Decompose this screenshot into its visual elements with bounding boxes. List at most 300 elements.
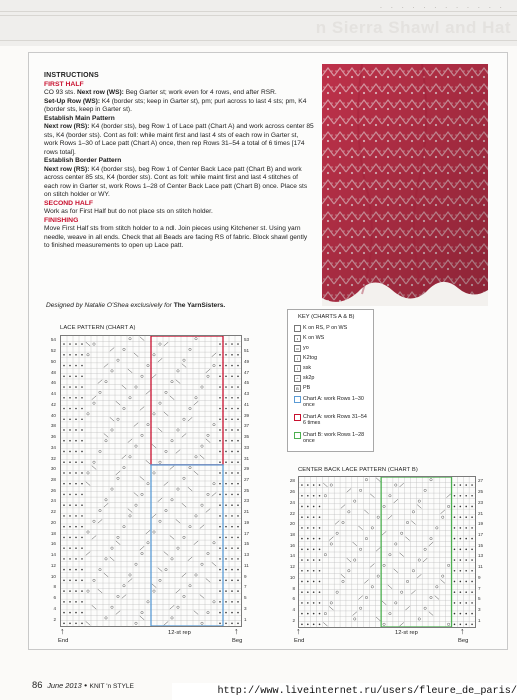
stitch-symbol <box>411 590 415 594</box>
stitch-symbol <box>237 440 239 442</box>
sk2p-symbol: ^ <box>294 375 301 382</box>
stitch-symbol <box>237 547 239 549</box>
stitch-symbol <box>460 581 462 583</box>
stitch-symbol <box>225 397 227 399</box>
row-number: 49 <box>244 358 250 364</box>
stitch-symbol <box>301 516 303 518</box>
stitch-symbol <box>371 586 373 588</box>
stitch-symbol <box>225 483 227 485</box>
stitch-symbol <box>231 504 233 506</box>
stitch-symbol <box>429 542 433 546</box>
stitch-symbol <box>69 386 71 388</box>
stitch-symbol <box>116 541 120 545</box>
stitch-symbol <box>231 451 233 453</box>
stitch-symbol <box>319 581 321 583</box>
stitch-symbol <box>441 580 445 584</box>
chart-b-row-numbers-right <box>478 476 492 626</box>
main-pattern-heading: Establish Main Pattern <box>44 114 115 122</box>
stitch-symbol <box>471 559 473 561</box>
row-number: 15 <box>478 542 484 548</box>
row-number: 8 <box>292 585 295 591</box>
chart-a-rep-label: 12-st rep <box>168 630 191 636</box>
stitch-symbol <box>200 595 204 599</box>
stitch-symbol <box>111 488 113 490</box>
stitch-symbol <box>237 343 239 345</box>
stitch-symbol <box>225 494 227 496</box>
stitch-symbol <box>219 526 221 528</box>
stitch-symbol <box>140 337 144 341</box>
stitch-symbol <box>111 606 113 608</box>
stitch-symbol <box>237 612 239 614</box>
row-number: 16 <box>289 542 295 548</box>
stitch-symbol <box>135 386 137 388</box>
stitch-symbol <box>98 589 102 593</box>
stitch-symbol <box>465 613 467 615</box>
row-number: 48 <box>50 369 56 375</box>
stitch-symbol <box>92 396 96 400</box>
stitch-symbol <box>75 494 77 496</box>
chart-a-grid <box>60 335 242 627</box>
stitch-symbol <box>152 374 156 378</box>
stitch-symbol <box>313 602 315 604</box>
stitch-symbol <box>430 537 432 539</box>
stitch-symbol <box>128 578 132 582</box>
first-half-heading: FIRST HALF <box>44 80 84 88</box>
stitch-symbol <box>383 623 385 625</box>
stitch-symbol <box>329 606 333 610</box>
stitch-symbol <box>170 396 174 400</box>
row-number: 20 <box>289 521 295 527</box>
stitch-symbol <box>170 605 174 609</box>
stitch-symbol <box>219 483 221 485</box>
blue-box-symbol <box>294 396 301 403</box>
stitch-symbol <box>225 451 227 453</box>
row-number: 23 <box>244 498 250 504</box>
stitch-symbol <box>225 429 227 431</box>
stitch-symbol <box>63 440 65 442</box>
stitch-symbol <box>122 595 126 599</box>
stitch-symbol <box>447 564 449 566</box>
stitch-symbol <box>394 569 398 573</box>
row-number: 38 <box>50 423 56 429</box>
row-number: 27 <box>244 477 250 482</box>
stitch-symbol <box>301 613 303 615</box>
bead-symbol: B <box>294 385 301 392</box>
stitch-symbol <box>237 483 239 485</box>
stitch-symbol <box>135 563 137 565</box>
stitch-symbol <box>69 526 71 528</box>
stitch-symbol <box>81 408 83 410</box>
stitch-symbol <box>471 581 473 583</box>
stitch-symbol <box>471 495 473 497</box>
stitch-symbol <box>123 466 125 468</box>
stitch-symbol <box>183 477 185 479</box>
stitch-symbol <box>319 527 321 529</box>
page-footer: 86 June 2013 • KNIT 'n STYLE <box>32 679 134 690</box>
stitch-symbol <box>301 527 303 529</box>
stitch-symbol <box>213 542 215 544</box>
stitch-symbol <box>99 391 101 393</box>
stitch-symbol <box>460 602 462 604</box>
chart-a-beg-label: Beg <box>232 638 243 644</box>
stitch-symbol <box>347 558 351 562</box>
stitch-symbol <box>359 548 361 550</box>
stitch-symbol <box>152 584 156 588</box>
stitch-symbol <box>87 472 89 474</box>
chart-b-row-numbers-left <box>281 476 295 626</box>
stitch-symbol <box>140 546 144 550</box>
stitch-symbol <box>75 451 77 453</box>
stitch-symbol <box>63 569 65 571</box>
row-number: 52 <box>50 348 56 354</box>
stitch-symbol <box>176 450 180 454</box>
stitch-symbol <box>319 495 321 497</box>
stitch-symbol <box>63 461 65 463</box>
stitch-symbol <box>200 455 204 459</box>
stitch-symbol <box>231 494 233 496</box>
stitch-symbol <box>219 451 221 453</box>
stitch-symbol <box>237 494 239 496</box>
stitch-symbol <box>146 460 150 464</box>
stitch-symbol <box>75 429 77 431</box>
issue-date: June 2013 <box>47 681 82 690</box>
stitch-symbol <box>165 568 167 570</box>
stitch-symbol <box>231 375 233 377</box>
stitch-symbol <box>301 549 303 551</box>
stitch-symbol <box>376 617 380 621</box>
stitch-symbol <box>219 515 221 517</box>
stitch-symbol <box>389 495 391 497</box>
row-number: 19 <box>244 519 250 525</box>
stitch-symbol <box>225 623 227 625</box>
stitch-symbol <box>225 343 227 345</box>
row-number: 26 <box>50 487 56 493</box>
stitch-symbol <box>164 482 168 486</box>
stitch-symbol <box>471 538 473 540</box>
stitch-symbol <box>301 538 303 540</box>
stitch-symbol <box>141 493 143 495</box>
row-number: 33 <box>244 444 250 450</box>
stitch-symbol <box>177 488 179 490</box>
stitch-symbol <box>69 569 71 571</box>
stitch-symbol <box>237 526 239 528</box>
stitch-symbol <box>194 471 198 475</box>
stitch-symbol <box>423 558 427 562</box>
stitch-symbol <box>219 375 221 377</box>
stitch-symbol <box>313 495 315 497</box>
row-number: 5 <box>478 596 481 602</box>
stitch-symbol <box>454 602 456 604</box>
stitch-symbol <box>69 558 71 560</box>
stitch-symbol <box>447 505 449 507</box>
stitch-symbol <box>81 547 83 549</box>
stitch-symbol <box>81 580 83 582</box>
stitch-symbol <box>165 391 167 393</box>
header-dots: · · · · · · · · · · · · <box>379 3 505 12</box>
stitch-symbol <box>117 418 119 420</box>
stitch-symbol <box>454 527 456 529</box>
stitch-symbol <box>231 569 233 571</box>
stitch-symbol <box>117 477 119 479</box>
stitch-symbol <box>111 370 113 372</box>
stitch-symbol <box>195 397 197 399</box>
stitch-symbol <box>219 494 221 496</box>
row-number: 30 <box>50 466 56 472</box>
row-number: 31 <box>244 455 250 461</box>
stitch-symbol <box>81 375 83 377</box>
stitch-symbol <box>389 612 391 614</box>
stitch-symbol <box>471 516 473 518</box>
stitch-symbol <box>110 417 114 421</box>
stitch-symbol <box>63 397 65 399</box>
stitch-symbol <box>110 348 114 352</box>
stitch-symbol <box>63 472 65 474</box>
shawl-photo <box>322 64 488 306</box>
stitch-symbol <box>370 494 374 498</box>
stitch-symbol <box>195 337 197 339</box>
stitch-symbol <box>195 456 197 458</box>
stitch-symbol <box>465 527 467 529</box>
stitch-symbol <box>69 418 71 420</box>
stitch-symbol <box>63 547 65 549</box>
stitch-symbol <box>123 525 125 527</box>
stitch-symbol <box>87 531 89 533</box>
stitch-symbol <box>219 558 221 560</box>
stitch-symbol <box>330 484 332 486</box>
row-number: 28 <box>50 477 56 482</box>
stitch-symbol <box>341 574 345 578</box>
stitch-symbol <box>219 590 221 592</box>
stitch-symbol <box>146 530 150 534</box>
row-number: 32 <box>50 455 56 461</box>
stitch-symbol <box>313 527 315 529</box>
stitch-symbol <box>99 450 101 452</box>
chart-a-row-numbers-left <box>42 335 56 625</box>
yo-symbol: o <box>294 345 301 352</box>
row-number: 11 <box>244 562 249 568</box>
purl-symbol: • <box>294 335 301 342</box>
stitch-symbol <box>63 429 65 431</box>
stitch-symbol <box>231 429 233 431</box>
row-number: 36 <box>50 434 56 440</box>
stitch-symbol <box>388 585 392 589</box>
stitch-symbol <box>435 596 439 600</box>
stitch-symbol <box>471 549 473 551</box>
stitch-symbol <box>110 557 114 561</box>
stitch-symbol <box>301 506 303 508</box>
stitch-symbol <box>424 489 426 491</box>
stitch-symbol <box>99 568 101 570</box>
stitch-symbol <box>454 624 456 626</box>
row-number: 41 <box>244 401 250 407</box>
stitch-symbol <box>329 537 333 541</box>
stitch-symbol <box>225 515 227 517</box>
stitch-symbol <box>141 434 143 436</box>
stitch-symbol <box>319 613 321 615</box>
stitch-symbol <box>219 547 221 549</box>
stitch-symbol <box>75 365 77 367</box>
stitch-symbol <box>219 429 221 431</box>
stitch-symbol <box>159 461 161 463</box>
stitch-symbol <box>147 423 149 425</box>
stitch-symbol <box>412 570 414 572</box>
stitch-symbol <box>307 559 309 561</box>
stitch-symbol <box>129 397 131 399</box>
stitch-symbol <box>225 365 227 367</box>
stitch-symbol <box>237 504 239 506</box>
stitch-symbol <box>81 515 83 517</box>
row-number: 39 <box>244 412 250 418</box>
row-number: 47 <box>244 369 250 375</box>
row-number: 24 <box>289 499 295 505</box>
stitch-symbol <box>225 418 227 420</box>
stitch-symbol <box>171 558 173 560</box>
stitch-symbol <box>307 516 309 518</box>
stitch-symbol <box>75 580 77 582</box>
stitch-symbol <box>129 574 131 576</box>
stitch-symbol <box>231 354 233 356</box>
stitch-symbol <box>182 573 186 577</box>
stitch-symbol <box>454 538 456 540</box>
stitch-symbol <box>307 613 309 615</box>
stitch-symbol <box>442 516 444 518</box>
stitch-symbol <box>75 537 77 539</box>
row-number: 25 <box>244 487 250 493</box>
instr-p6: Move First Half sts from stitch holder to a ndl. Join pieces using Kitchener st. Using yarn needle, weave in all ends. Check that all Beads are facing RS of fabric. Block shawl gently to finished measurements to open up Lace patt. <box>44 225 308 249</box>
stitch-symbol <box>231 483 233 485</box>
stitch-symbol <box>81 418 83 420</box>
stitch-symbol <box>158 568 162 572</box>
stitch-symbol <box>63 504 65 506</box>
stitch-symbol <box>153 413 155 415</box>
stitch-symbol <box>69 408 71 410</box>
stitch-symbol <box>183 359 185 361</box>
stitch-symbol <box>383 505 385 507</box>
stitch-symbol <box>412 511 414 513</box>
stitch-symbol <box>319 559 321 561</box>
stitch-symbol <box>99 509 101 511</box>
stitch-symbol <box>81 483 83 485</box>
stitch-symbol <box>93 579 95 581</box>
stitch-symbol <box>237 515 239 517</box>
chart-b-grid <box>298 476 476 628</box>
row-number: 13 <box>244 552 250 558</box>
stitch-symbol <box>365 537 367 539</box>
stitch-symbol <box>170 536 174 540</box>
stitch-symbol <box>454 581 456 583</box>
stitch-symbol <box>63 365 65 367</box>
stitch-symbol <box>465 591 467 593</box>
chart-a-title: LACE PATTERN (CHART A) <box>60 325 136 331</box>
red-box-symbol <box>294 414 301 421</box>
stitch-symbol <box>301 570 303 572</box>
stitch-symbol <box>164 552 168 556</box>
stitch-symbol <box>442 575 444 577</box>
stitch-symbol <box>81 494 83 496</box>
stitch-symbol <box>195 574 197 576</box>
stitch-symbol <box>365 596 367 598</box>
stitch-symbol <box>319 516 321 518</box>
stitch-symbol <box>342 580 344 582</box>
stitch-symbol <box>170 466 174 470</box>
stitch-symbol <box>69 451 71 453</box>
stitch-symbol <box>307 602 309 604</box>
stitch-symbol <box>307 581 309 583</box>
stitch-symbol <box>418 559 420 561</box>
stitch-symbol <box>153 354 155 356</box>
stitch-symbol <box>400 591 402 593</box>
stitch-symbol <box>307 538 309 540</box>
stitch-symbol <box>225 386 227 388</box>
stitch-symbol <box>81 343 83 345</box>
stitch-symbol <box>81 365 83 367</box>
stitch-symbol <box>159 402 161 404</box>
stitch-symbol <box>75 526 77 528</box>
stitch-symbol <box>75 354 77 356</box>
stitch-symbol <box>313 538 315 540</box>
row-number: 2 <box>292 617 295 623</box>
stitch-symbol <box>460 495 462 497</box>
stitch-symbol <box>81 397 83 399</box>
stitch-symbol <box>63 612 65 614</box>
stitch-symbol <box>313 559 315 561</box>
stitch-symbol <box>225 526 227 528</box>
stitch-symbol <box>75 408 77 410</box>
stitch-symbol <box>158 498 162 502</box>
stitch-symbol <box>319 602 321 604</box>
stitch-symbol <box>460 624 462 626</box>
stitch-symbol <box>319 624 321 626</box>
stitch-symbol <box>465 495 467 497</box>
stitch-symbol <box>225 440 227 442</box>
row-number: 7 <box>478 585 481 591</box>
stitch-symbol <box>341 505 345 509</box>
stitch-symbol <box>189 525 191 527</box>
stitch-symbol <box>201 504 203 506</box>
row-number: 54 <box>50 337 56 343</box>
stitch-symbol <box>471 591 473 593</box>
stitch-symbol <box>81 612 83 614</box>
stitch-symbol <box>436 527 438 529</box>
stitch-symbol <box>225 612 227 614</box>
stitch-symbol <box>237 408 239 410</box>
stitch-symbol <box>129 337 131 339</box>
stitch-symbol <box>105 499 107 501</box>
stitch-symbol <box>122 385 126 389</box>
stitch-symbol <box>370 564 374 568</box>
stitch-symbol <box>301 484 303 486</box>
stitch-symbol <box>319 549 321 551</box>
stitch-symbol <box>465 570 467 572</box>
stitch-symbol <box>86 342 90 346</box>
stitch-symbol <box>63 408 65 410</box>
stitch-symbol <box>400 532 402 534</box>
stitch-symbol <box>307 495 309 497</box>
stitch-symbol <box>354 500 356 502</box>
stitch-symbol <box>176 380 180 384</box>
stitch-symbol <box>81 440 83 442</box>
source-url: http://www.liveinternet.ru/users/fleure_de_paris/ <box>172 683 517 700</box>
stitch-symbol <box>177 429 179 431</box>
row-number: 17 <box>478 531 484 537</box>
stitch-symbol <box>465 516 467 518</box>
stitch-symbol <box>454 559 456 561</box>
stitch-symbol <box>92 466 96 470</box>
stitch-symbol <box>237 461 239 463</box>
stitch-symbol <box>237 375 239 377</box>
instr-p4: Next row (RS): K4 (border sts), beg Row 1 of Center Back Lace patt (Chart B) and work across center 85 sts, K4 (border sts). Cont as foll: while maint first and last 4 stitches of each row in Garter st, work Rows 1–28 of Center Back Lace patt (Chart B) once. Place sts on stitch holder or WY. <box>44 165 308 198</box>
row-number: 13 <box>478 553 484 559</box>
